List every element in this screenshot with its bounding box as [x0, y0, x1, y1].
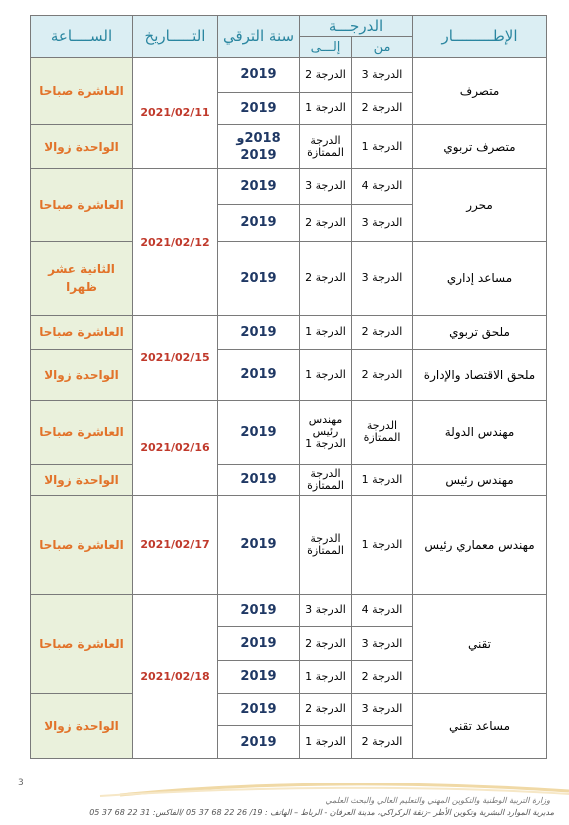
- header-time: الســــاعة: [31, 16, 133, 58]
- frame-cell: محرر: [413, 169, 547, 241]
- page-number: 3: [18, 778, 24, 788]
- grade-to-cell: الدرجة 3: [300, 594, 352, 627]
- table-row: [31, 57, 547, 92]
- frame-cell: مساعد تقني: [413, 693, 547, 758]
- table-row: [31, 693, 547, 726]
- grade-to-cell: الدرجة 2: [300, 627, 352, 661]
- grade-from-cell: الدرجة 2: [352, 316, 413, 350]
- year-cell: 2019: [218, 495, 300, 594]
- grade-from-cell: الدرجة 2: [352, 660, 413, 693]
- time-cell: الواحدة زوالا: [31, 125, 133, 169]
- header-frame: الإطـــــــــار: [413, 16, 547, 58]
- frame-cell: مهندس رئيس: [413, 464, 547, 495]
- date-cell: 2021/02/11: [133, 57, 218, 168]
- header-date: التـــــاريخ: [133, 16, 218, 58]
- grade-to-cell: الدرجة 2: [300, 693, 352, 726]
- footer-ministry: وزارة التربية الوطنية والتكوين المهني والتعليم العالي والبحث العلمي: [325, 796, 550, 805]
- grade-to-cell: الدرجة 1: [300, 660, 352, 693]
- grade-from-cell: الدرجة 3: [352, 693, 413, 726]
- date-cell: 2021/02/15: [133, 316, 218, 401]
- table-row: [31, 169, 547, 205]
- grade-to-cell: الدرجة الممتازة: [300, 464, 352, 495]
- time-cell: العاشرة صباحا: [31, 169, 133, 241]
- table-row: [31, 495, 547, 594]
- grade-from-cell: الدرجة 4: [352, 169, 413, 205]
- year-cell: 2019: [218, 464, 300, 495]
- year-cell: 2019: [218, 57, 300, 92]
- date-cell: 2021/02/12: [133, 169, 218, 316]
- time-cell: العاشرة صباحا: [31, 495, 133, 594]
- grade-to-cell: الدرجة 2: [300, 241, 352, 316]
- time-cell: الواحدة زوالا: [31, 464, 133, 495]
- time-cell: العاشرة صباحا: [31, 57, 133, 124]
- grade-to-cell: الدرجة الممتازة: [300, 495, 352, 594]
- grade-to-cell: الدرجة الممتازة: [300, 125, 352, 169]
- grade-to-cell: مهندس رئيس الدرجة 1: [300, 400, 352, 464]
- grade-from-cell: الدرجة 3: [352, 57, 413, 92]
- time-cell: العاشرة صباحا: [31, 400, 133, 464]
- table-row: [31, 316, 547, 350]
- grade-to-cell: الدرجة 1: [300, 316, 352, 350]
- frame-cell: متصرف تربوي: [413, 125, 547, 169]
- grade-from-cell: الدرجة 2: [352, 92, 413, 125]
- frame-cell: مهندس معماري رئيس: [413, 495, 547, 594]
- grade-from-cell: الدرجة 1: [352, 464, 413, 495]
- year-cell: 2019: [218, 349, 300, 400]
- frame-cell: ملحق تربوي: [413, 316, 547, 350]
- grade-to-cell: الدرجة 2: [300, 204, 352, 241]
- year-cell: 2019: [218, 693, 300, 726]
- table-row: [31, 594, 547, 627]
- time-cell: الواحدة زوالا: [31, 349, 133, 400]
- year-cell: 2019: [218, 241, 300, 316]
- year-cell: 2019: [218, 627, 300, 661]
- year-cell: 2019: [218, 726, 300, 759]
- year-cell: 2019: [218, 660, 300, 693]
- table-row: [31, 241, 547, 316]
- grade-from-cell: الدرجة 2: [352, 349, 413, 400]
- grade-to-cell: الدرجة 1: [300, 726, 352, 759]
- footer-directorate: مديرية الموارد البشرية وتكوين الأطر –زنقة الركراكي، مدينة العرفان - الرباط – الهاتف : 19/ 26 22 68 37 05 /الفاكس: 31 22 68 37 05: [89, 808, 554, 817]
- frame-cell: مهندس الدولة: [413, 400, 547, 464]
- grade-from-cell: الدرجة 1: [352, 125, 413, 169]
- time-cell: الواحدة زوالا: [31, 693, 133, 758]
- frame-cell: مساعد إداري: [413, 241, 547, 316]
- table-row: [31, 464, 547, 495]
- year-cell: 2019: [218, 204, 300, 241]
- frame-cell: تقني: [413, 594, 547, 693]
- year-cell: 2019: [218, 92, 300, 125]
- table-row: [31, 125, 547, 169]
- year-cell: 2019: [218, 316, 300, 350]
- date-cell: 2021/02/16: [133, 400, 218, 495]
- header-year: سنة الترقي: [218, 16, 300, 58]
- year-cell: 2019: [218, 169, 300, 205]
- grade-from-cell: الدرجة 3: [352, 241, 413, 316]
- header-grade: الدرجـــة: [300, 16, 413, 37]
- header-grade-to: إلـــى: [300, 37, 352, 57]
- grade-from-cell: الدرجة 2: [352, 726, 413, 759]
- grade-to-cell: الدرجة 1: [300, 92, 352, 125]
- grade-from-cell: الدرجة 4: [352, 594, 413, 627]
- frame-cell: ملحق الاقتصاد والإدارة: [413, 349, 547, 400]
- footer-swoosh: [0, 783, 569, 797]
- year-cell: 2019: [218, 400, 300, 464]
- time-cell: العاشرة صباحا: [31, 594, 133, 693]
- year-cell: 2018و 2019: [218, 125, 300, 169]
- date-cell: 2021/02/18: [133, 594, 218, 758]
- grade-from-cell: الدرجة 3: [352, 204, 413, 241]
- time-cell: الثانية عشر ظهرا: [31, 241, 133, 316]
- grade-to-cell: الدرجة 2: [300, 57, 352, 92]
- time-cell: العاشرة صباحا: [31, 316, 133, 350]
- promotion-schedule-table: [30, 15, 547, 759]
- grade-to-cell: الدرجة 3: [300, 169, 352, 205]
- header-grade-from: من: [352, 37, 413, 57]
- grade-to-cell: الدرجة 1: [300, 349, 352, 400]
- table-row: [31, 349, 547, 400]
- frame-cell: متصرف: [413, 57, 547, 124]
- grade-from-cell: الدرجة 1: [352, 495, 413, 594]
- table-row: [31, 400, 547, 464]
- date-cell: 2021/02/17: [133, 495, 218, 594]
- grade-from-cell: الدرجة 3: [352, 627, 413, 661]
- grade-from-cell: الدرجة الممتازة: [352, 400, 413, 464]
- year-cell: 2019: [218, 594, 300, 627]
